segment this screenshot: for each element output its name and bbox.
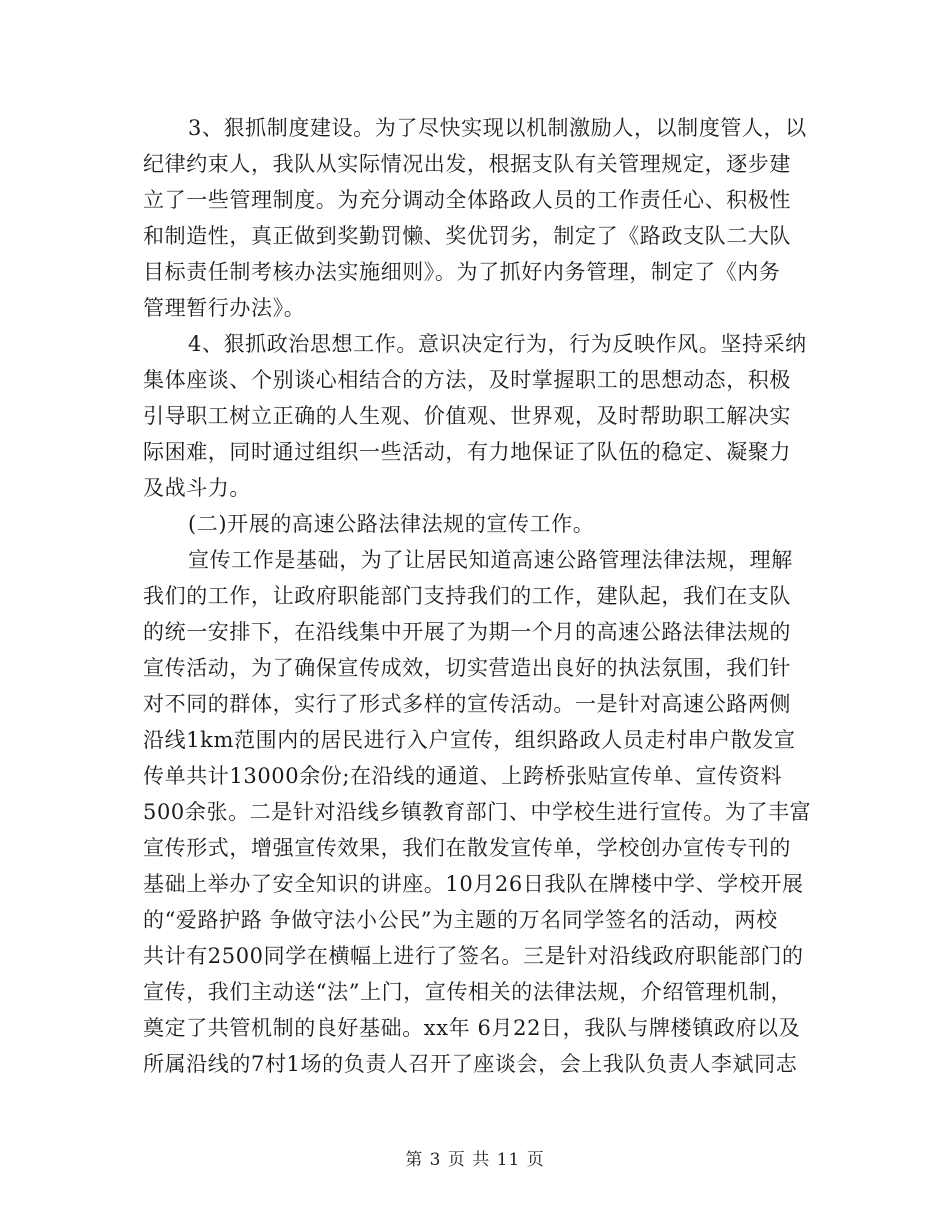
text-line: 际困难，同时通过组织一些活动，有力地保证了队伍的稳定、凝聚力 <box>143 440 791 464</box>
text-line: 的“爱路护路 争做守法小公民”为主题的万名同学签名的活动，两校 <box>143 908 778 932</box>
text-line: 目标责任制考核办法实施细则》。为了抓好内务管理，制定了《内务 <box>143 260 781 284</box>
section-heading: (二)开展的高速公路法律法规的宣传工作。 <box>188 512 595 536</box>
text-line: 的统一安排下，在沿线集中开展了为期一个月的高速公路法律法规的 <box>143 620 791 644</box>
text-line: 宣传工作是基础，为了让居民知道高速公路管理法律法规，理解 <box>188 548 793 572</box>
text-line: 集体座谈、个别谈心相结合的方法，及时掌握职工的思想动态，积极 <box>143 368 791 392</box>
text-line: 立了一些管理制度。为充分调动全体路政人员的工作责任心、积极性 <box>143 188 791 212</box>
text-line: 共计有2500同学在横幅上进行了签名。三是针对沿线政府职能部门的 <box>143 944 804 968</box>
text-line: 和制造性，真正做到奖勤罚懒、奖优罚劣，制定了《路政支队二大队 <box>143 224 791 248</box>
text-line: 奠定了共管机制的良好基础。xx年 6月22日，我队与牌楼镇政府以及 <box>143 1016 801 1040</box>
text-line: 纪律约束人，我队从实际情况出发，根据支队有关管理规定，逐步建 <box>143 152 791 176</box>
text-line: 传单共计13000余份;在沿线的通道、上跨桥张贴宣传单、宣传资料 <box>143 764 783 788</box>
text-line: 宣传，我们主动送“法”上门，宣传相关的法律法规，介绍管理机制， <box>143 980 793 1004</box>
text-line: 沿线1km范围内的居民进行入户宣传，组织路政人员走村串户散发宣 <box>143 728 796 752</box>
page-number-footer: 第 3 页 共 11 页 <box>405 1150 545 1170</box>
text-line: 4、狠抓政治思想工作。意识决定行为，行为反映作风。坚持采纳 <box>188 332 807 356</box>
text-line: 对不同的群体，实行了形式多样的宣传活动。一是针对高速公路两侧 <box>143 692 791 716</box>
text-line: 管理暂行办法》。 <box>143 296 306 320</box>
text-line: 我们的工作，让政府职能部门支持我们的工作，建队起，我们在支队 <box>143 584 791 608</box>
text-line: 引导职工树立正确的人生观、价值观、世界观，及时帮助职工解决实 <box>143 404 791 428</box>
text-line: 500余张。二是针对沿线乡镇教育部门、中学校生进行宣传。为了丰富 <box>143 800 812 824</box>
text-line: 所属沿线的7村1场的负责人召开了座谈会，会上我队负责人李斌同志 <box>143 1052 798 1076</box>
text-line: 宣传形式，增强宣传效果，我们在散发宣传单，学校创办宣传专刊的 <box>143 836 791 860</box>
text-line: 宣传活动，为了确保宣传成效，切实营造出良好的执法氛围，我们针 <box>143 656 791 680</box>
text-line: 3、狠抓制度建设。为了尽快实现以机制激励人，以制度管人，以 <box>188 116 807 140</box>
text-line: 基础上举办了安全知识的讲座。10月26日我队在牌楼中学、学校开展 <box>143 872 804 896</box>
text-line: 及战斗力。 <box>143 476 251 500</box>
